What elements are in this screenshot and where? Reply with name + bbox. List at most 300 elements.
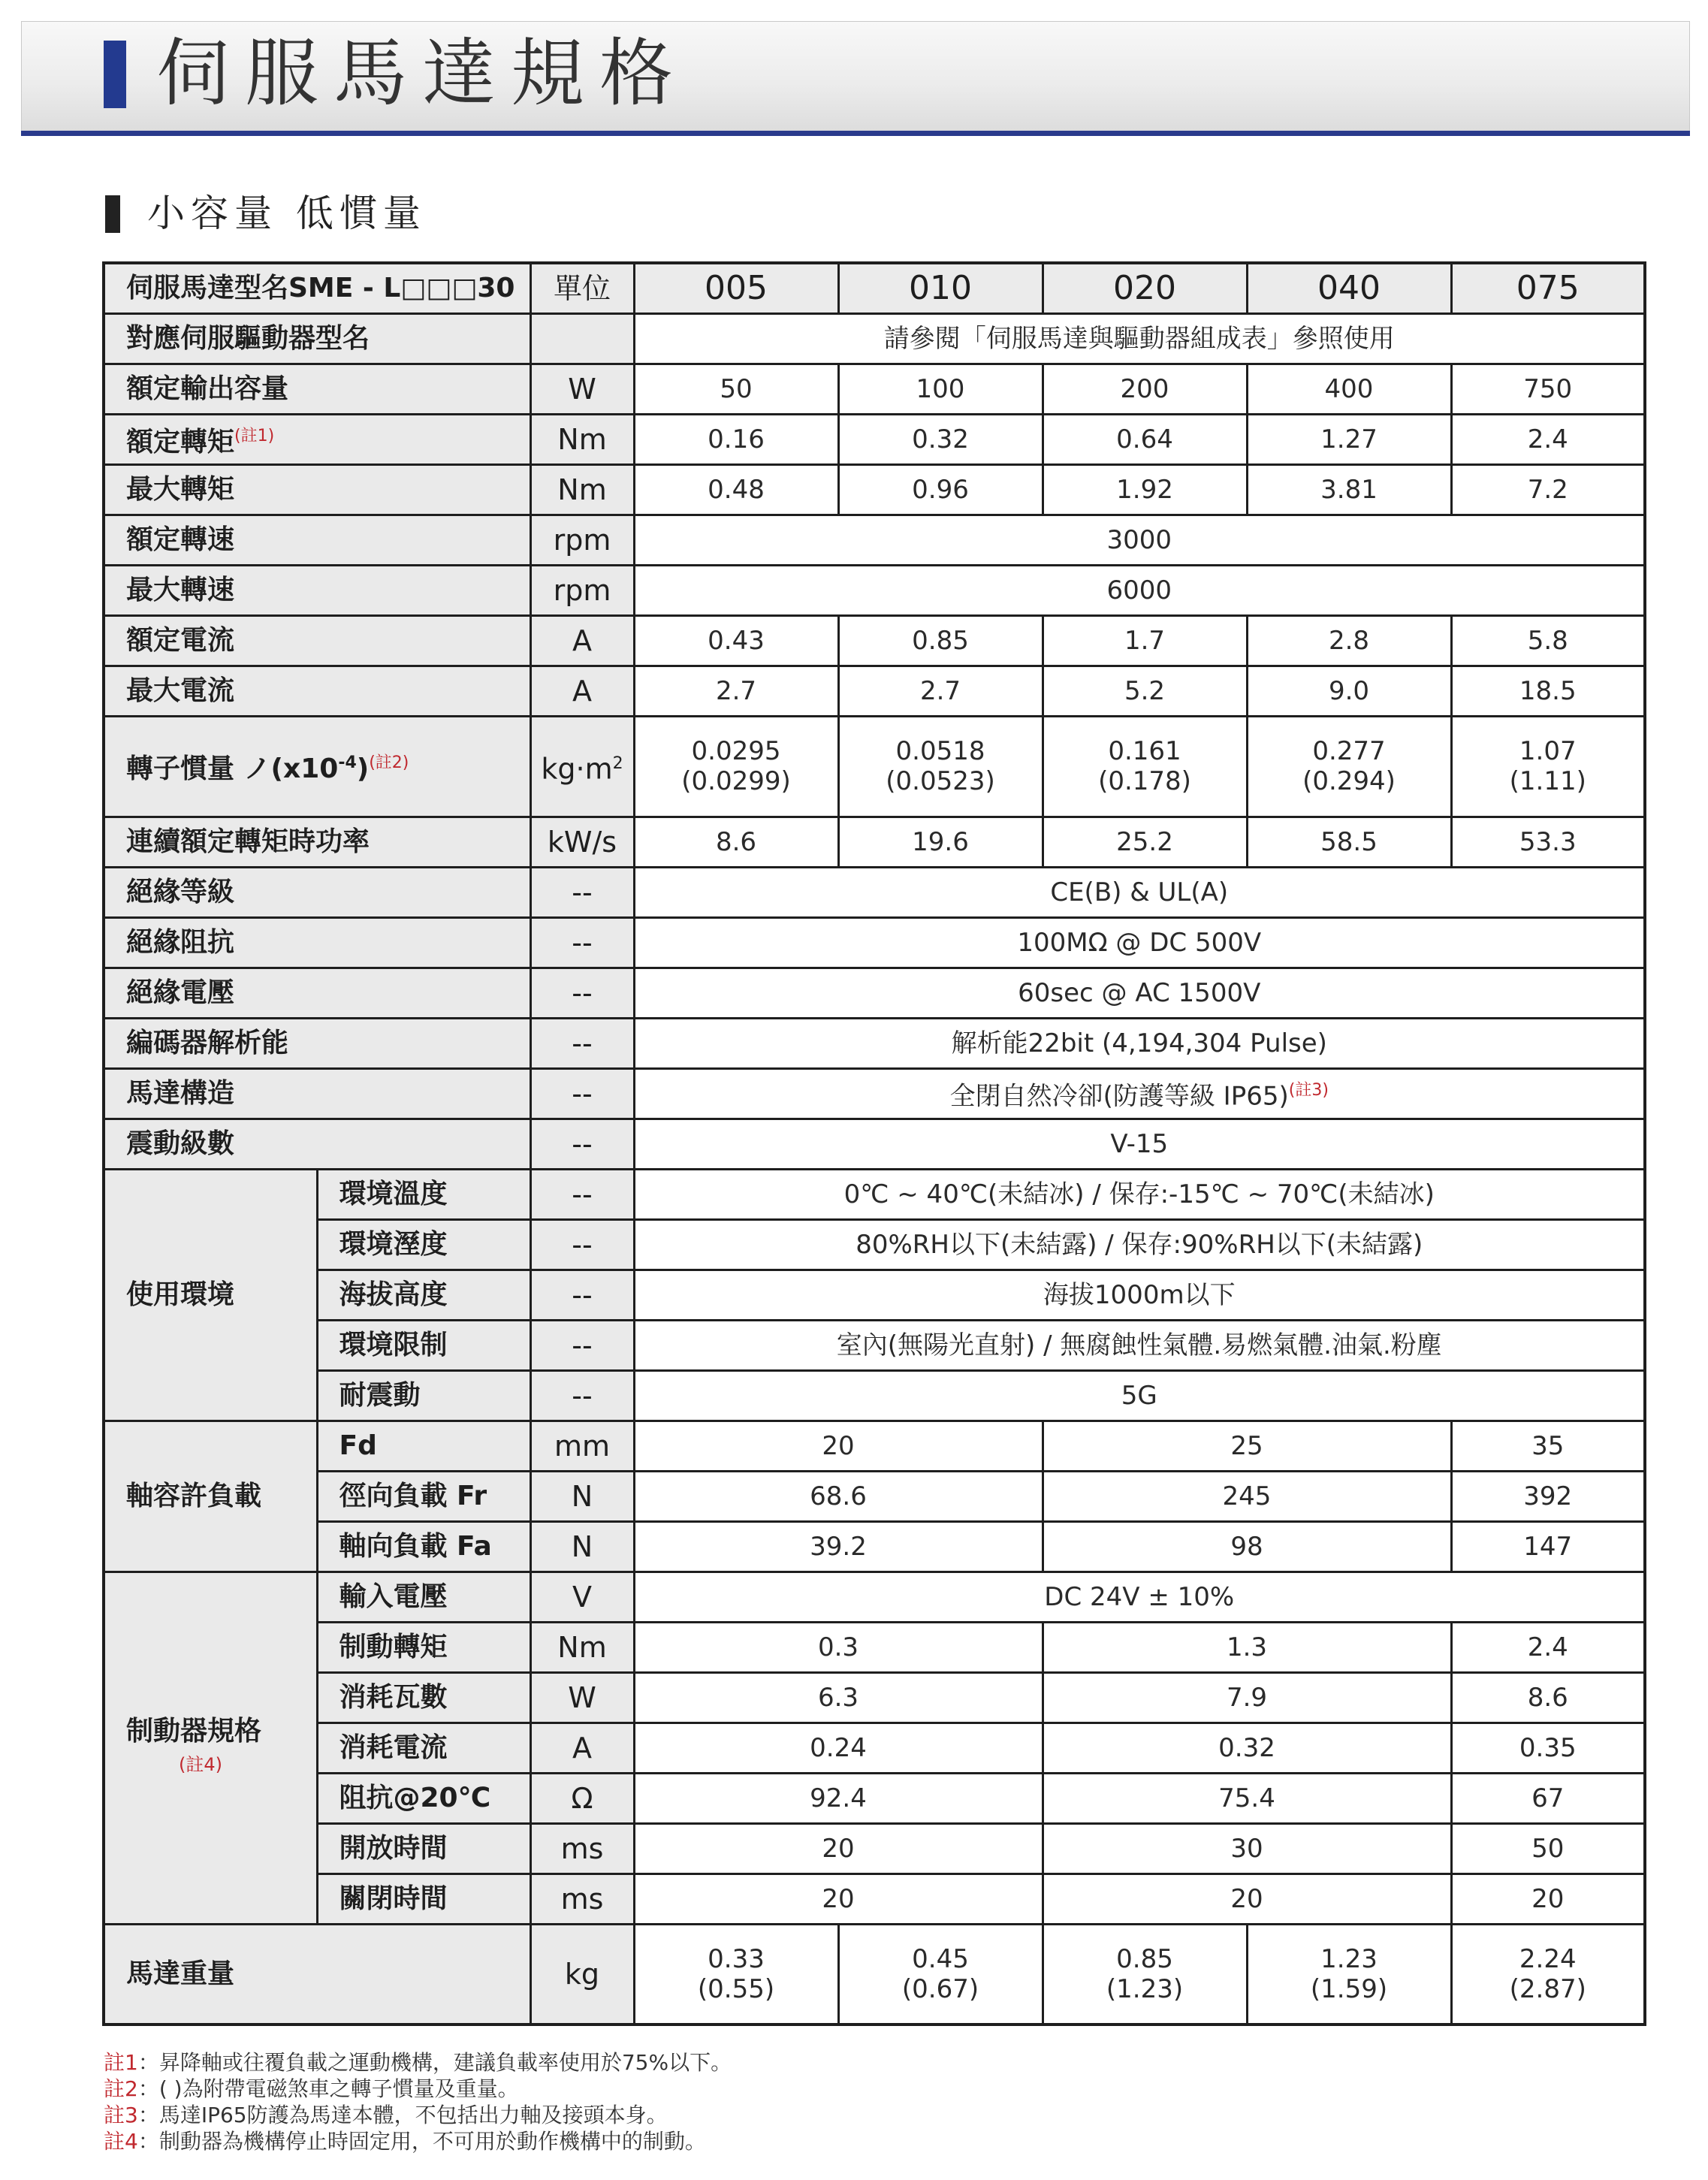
value-cell — [1247, 414, 1451, 464]
unit-cell-text: -- — [572, 1227, 593, 1261]
span-value — [634, 867, 1645, 917]
span-value-text: 全閉自然冷卻(防護等級 IP65) — [949, 1081, 1289, 1112]
row-label — [104, 817, 530, 867]
unit-cell-text: -- — [572, 1278, 593, 1312]
model-header — [1247, 263, 1451, 313]
row-label-text: 阻抗@20℃ — [339, 1782, 491, 1813]
unit-cell — [530, 1068, 634, 1119]
value-cell — [1043, 1622, 1451, 1672]
value-cell — [1043, 1773, 1451, 1823]
value-cell-text: 25 — [1230, 1430, 1263, 1461]
title-accent-bar — [104, 41, 126, 108]
row-label-text: 最大電流 — [126, 675, 235, 706]
unit-cell — [530, 414, 634, 464]
brake-value-text: (0.0523) — [886, 766, 995, 796]
value-cell-text: 9.0 — [1328, 675, 1370, 706]
value-cell — [1043, 716, 1247, 817]
span-value — [634, 515, 1645, 565]
unit-cell-text: -- — [572, 1076, 593, 1110]
table-row — [104, 1874, 1645, 1924]
value-cell — [838, 364, 1043, 414]
row-label-text: 最大轉速 — [126, 574, 235, 605]
span-value-text: 請參閱「伺服馬達與驅動器組成表」參照使用 — [883, 323, 1395, 354]
value-cell-text: 147 — [1523, 1531, 1573, 1562]
row-label — [317, 1370, 530, 1421]
model-header-text: 040 — [1317, 268, 1381, 307]
table-row — [104, 313, 1645, 364]
unit-cell — [530, 1320, 634, 1370]
unit-cell — [530, 666, 634, 716]
footnote-text: ：馬達IP65防護為馬達本體，不包括出力軸及接頭本身。 — [137, 2103, 668, 2127]
unit-cell — [530, 615, 634, 666]
table-row — [104, 968, 1645, 1018]
table-row — [104, 1068, 1645, 1119]
row-label — [104, 968, 530, 1018]
row-label-text: Fd — [339, 1430, 377, 1461]
value-cell-text: 98 — [1230, 1531, 1263, 1562]
value-cell — [634, 1723, 1043, 1773]
unit-cell-text: rpm — [553, 573, 611, 607]
unit-cell — [530, 817, 634, 867]
unit-cell — [530, 716, 634, 817]
value-cell-text: 7.2 — [1527, 474, 1568, 505]
value-cell — [1451, 1874, 1645, 1924]
value-cell — [634, 1471, 1043, 1521]
row-label — [104, 414, 530, 464]
value-cell — [1043, 1672, 1451, 1723]
footnote-mark: 註2 — [104, 2076, 138, 2101]
table-row — [104, 1471, 1645, 1521]
row-label-text: 馬達構造 — [126, 1077, 235, 1109]
model-header — [1451, 263, 1645, 313]
span-value — [634, 565, 1645, 615]
row-label — [317, 1823, 530, 1874]
value-cell-text: 19.6 — [912, 826, 969, 857]
row-label-text: 連續額定轉矩時功率 — [126, 826, 370, 857]
footnote — [104, 2102, 732, 2128]
row-label — [317, 1471, 530, 1521]
unit-cell — [530, 1219, 634, 1270]
row-label — [104, 1018, 530, 1068]
table-row — [104, 867, 1645, 917]
row-label-text: 馬達重量 — [126, 1958, 235, 1989]
footnote-mark: 註4 — [104, 2129, 138, 2154]
value-cell — [634, 1622, 1043, 1672]
unit-cell-text: -- — [572, 976, 593, 1010]
value-cell — [634, 1823, 1043, 1874]
brake-value-text: (0.294) — [1302, 766, 1396, 796]
row-label-text: 制動轉矩 — [339, 1631, 448, 1662]
model-header-text: 075 — [1516, 268, 1580, 307]
value-cell — [1043, 615, 1247, 666]
value-cell — [1043, 1823, 1451, 1874]
value-cell — [1451, 1924, 1645, 2025]
unit-cell-text: A — [572, 674, 592, 708]
table-row — [104, 1119, 1645, 1169]
unit-cell — [530, 1672, 634, 1723]
value-cell — [838, 1924, 1043, 2025]
section-accent-bar — [105, 195, 120, 233]
table-row — [104, 716, 1645, 817]
table-row — [104, 263, 1645, 313]
value-cell — [634, 1521, 1043, 1572]
unit-cell-text: -- — [572, 925, 593, 959]
value-cell — [634, 817, 838, 867]
unit-cell-text: rpm — [553, 523, 611, 557]
row-label — [317, 1320, 530, 1370]
value-cell-text: 50 — [1531, 1833, 1565, 1864]
table-row — [104, 1572, 1645, 1622]
model-header — [1043, 263, 1247, 313]
value-cell-text: 8.6 — [1527, 1682, 1568, 1713]
row-label-text: 絕緣電壓 — [126, 977, 235, 1008]
span-value — [634, 313, 1645, 364]
value-cell-text: 1.7 — [1124, 625, 1166, 656]
footnotes — [104, 2049, 732, 2154]
row-label — [317, 1572, 530, 1622]
unit-cell — [530, 1622, 634, 1672]
brake-value-text: (0.55) — [697, 1973, 775, 2004]
value-cell-text: 92.4 — [810, 1783, 867, 1813]
value-text: 2.24 — [1519, 1943, 1577, 1974]
unit-text: kg·m — [541, 752, 613, 786]
unit-cell — [530, 1874, 634, 1924]
value-cell — [634, 716, 838, 817]
span-value-text: 3000 — [1106, 524, 1172, 555]
value-cell — [1043, 364, 1247, 414]
row-label — [104, 867, 530, 917]
value-cell — [838, 464, 1043, 515]
unit-cell-text: Nm — [557, 422, 607, 456]
unit-header — [530, 263, 634, 313]
footnote-mark: 註3 — [104, 2103, 138, 2127]
unit-cell — [530, 565, 634, 615]
value-text: 0.161 — [1108, 736, 1181, 766]
row-label — [317, 1169, 530, 1219]
unit-cell — [530, 1823, 634, 1874]
span-value-text: 0℃ ~ 40℃(未結冰) / 保存:-15℃ ~ 70℃(未結冰) — [843, 1179, 1435, 1209]
row-label-text: 徑向負載 Fr — [339, 1480, 487, 1511]
value-cell — [634, 1672, 1043, 1723]
value-cell-text: 1.27 — [1320, 424, 1378, 454]
row-label-text: 消耗瓦數 — [339, 1681, 448, 1713]
unit-cell-text: Nm — [557, 1630, 607, 1664]
table-row — [104, 1924, 1645, 2025]
value-cell — [1043, 1924, 1247, 2025]
value-cell-text: 2.7 — [715, 675, 757, 706]
value-cell-text: 392 — [1523, 1481, 1573, 1511]
row-label — [104, 1119, 530, 1169]
span-value — [634, 1119, 1645, 1169]
unit-cell-text: A — [572, 624, 592, 657]
group-label — [104, 1572, 317, 1924]
unit-cell — [530, 1471, 634, 1521]
value-text: 1.07 — [1519, 736, 1577, 766]
value-cell-text: 0.16 — [708, 424, 765, 454]
span-value — [634, 1169, 1645, 1219]
note-mark: (註4) — [179, 1753, 222, 1775]
unit-cell-text: mm — [554, 1429, 611, 1463]
value-cell — [1247, 666, 1451, 716]
unit-cell — [530, 364, 634, 414]
value-cell — [838, 817, 1043, 867]
value-cell-text: 1.92 — [1116, 474, 1173, 505]
model-header-text: 005 — [705, 268, 768, 307]
unit-cell-text: -- — [572, 1328, 593, 1362]
value-cell — [1451, 1471, 1645, 1521]
value-cell-text: 0.35 — [1519, 1732, 1577, 1763]
table-row — [104, 615, 1645, 666]
value-cell — [1451, 1773, 1645, 1823]
unit-cell — [530, 1370, 634, 1421]
row-label — [317, 1521, 530, 1572]
row-label — [317, 1672, 530, 1723]
unit-cell-text: N — [571, 1479, 593, 1513]
span-value-text: 100MΩ @ DC 500V — [1017, 927, 1262, 958]
row-label-text: 轉子慣量 ノ(x10 — [126, 753, 339, 784]
span-value — [634, 1572, 1645, 1622]
row-label-text: 耐震動 — [339, 1379, 421, 1411]
value-cell — [634, 1924, 838, 2025]
unit-cell — [530, 464, 634, 515]
value-cell — [1043, 1471, 1451, 1521]
footnote — [104, 2128, 732, 2154]
value-cell — [838, 414, 1043, 464]
row-label — [317, 1723, 530, 1773]
table-row — [104, 1018, 1645, 1068]
value-cell — [1451, 1672, 1645, 1723]
value-cell — [1451, 817, 1645, 867]
span-value — [634, 1219, 1645, 1270]
row-label-text: 額定轉矩 — [126, 426, 235, 457]
model-header-text: 020 — [1113, 268, 1176, 307]
value-cell — [1247, 464, 1451, 515]
value-cell — [634, 464, 838, 515]
footnote-mark: 註1 — [104, 2050, 138, 2075]
unit-cell — [530, 1119, 634, 1169]
value-cell — [838, 615, 1043, 666]
value-text: 0.33 — [708, 1943, 765, 1974]
value-cell — [838, 666, 1043, 716]
value-cell — [1451, 364, 1645, 414]
footnote — [104, 2076, 732, 2102]
row-label-text: 環境溫度 — [339, 1178, 448, 1209]
brake-value-text: (1.11) — [1509, 766, 1586, 796]
span-value-text: 6000 — [1106, 575, 1172, 605]
value-cell-text: 58.5 — [1320, 826, 1378, 857]
value-cell-text: 0.3 — [817, 1632, 859, 1662]
footnote-text: ：( )為附帶電磁煞車之轉子慣量及重量。 — [137, 2076, 519, 2101]
value-cell-text: 0.48 — [708, 474, 765, 505]
unit-cell-text: W — [568, 1680, 596, 1714]
value-cell — [634, 364, 838, 414]
span-value — [634, 1370, 1645, 1421]
value-cell — [1043, 1874, 1451, 1924]
value-text: 0.0518 — [895, 736, 985, 766]
row-label — [104, 464, 530, 515]
group-label — [104, 1421, 317, 1572]
table-row — [104, 1622, 1645, 1672]
table-row — [104, 565, 1645, 615]
unit-cell — [530, 515, 634, 565]
exponent: -4 — [338, 753, 357, 772]
value-cell-text: 7.9 — [1226, 1682, 1268, 1713]
value-cell — [1043, 414, 1247, 464]
header-rule — [21, 131, 1690, 136]
unit-cell — [530, 1169, 634, 1219]
row-label-text: 額定轉速 — [126, 524, 235, 555]
footnote — [104, 2049, 732, 2076]
value-cell — [1451, 1723, 1645, 1773]
span-value-text: DC 24V ± 10% — [1044, 1581, 1235, 1612]
value-cell — [1043, 1723, 1451, 1773]
value-cell-text: 750 — [1523, 373, 1573, 404]
value-cell — [1451, 1521, 1645, 1572]
value-cell-text: 0.96 — [912, 474, 969, 505]
row-label — [317, 1874, 530, 1924]
row-label — [317, 1421, 530, 1471]
row-label-text: 開放時間 — [339, 1832, 448, 1864]
unit-cell-text: kW/s — [547, 825, 617, 859]
row-label-text: 消耗電流 — [339, 1732, 448, 1763]
spec-table — [102, 261, 1646, 2026]
value-cell — [1247, 817, 1451, 867]
footnote-text: ：制動器為機構停止時固定用，不可用於動作機構中的制動。 — [137, 2129, 706, 2154]
value-cell — [634, 1874, 1043, 1924]
value-cell — [1451, 464, 1645, 515]
value-cell — [1247, 1924, 1451, 2025]
unit-cell-text: N — [571, 1529, 593, 1563]
value-cell — [1451, 666, 1645, 716]
table-row — [104, 917, 1645, 968]
unit-cell-text: ms — [560, 1882, 604, 1916]
table-row — [104, 817, 1645, 867]
row-label — [104, 1924, 530, 2025]
row-label-text: 額定輸出容量 — [126, 373, 289, 404]
value-cell — [1043, 817, 1247, 867]
row-label — [104, 917, 530, 968]
span-value-text: 海拔1000m以下 — [1043, 1279, 1236, 1310]
table-row — [104, 1823, 1645, 1874]
value-cell-text: 35 — [1531, 1430, 1565, 1461]
value-cell-text: 5.2 — [1124, 675, 1166, 706]
unit-cell — [530, 313, 634, 364]
value-cell-text: 400 — [1324, 373, 1374, 404]
row-label-text: 關閉時間 — [339, 1883, 448, 1914]
unit-cell — [530, 1924, 634, 2025]
table-row — [104, 1421, 1645, 1471]
row-label-text: 最大轉矩 — [126, 473, 235, 505]
brake-value-text: (0.178) — [1098, 766, 1191, 796]
value-cell — [1451, 1622, 1645, 1672]
value-cell-text: 50 — [720, 373, 753, 404]
table-row — [104, 515, 1645, 565]
brake-value-text: (1.59) — [1310, 1973, 1388, 2004]
row-label-text: 環境限制 — [339, 1329, 448, 1360]
value-cell — [1043, 1521, 1451, 1572]
unit-cell-text: -- — [572, 875, 593, 909]
value-cell — [1451, 414, 1645, 464]
unit-cell — [530, 1521, 634, 1572]
unit-cell — [530, 1723, 634, 1773]
value-cell — [634, 615, 838, 666]
value-cell — [634, 666, 838, 716]
unit-cell — [530, 1018, 634, 1068]
unit-cell-text: -- — [572, 1026, 593, 1060]
row-label — [104, 313, 530, 364]
value-cell-text: 0.64 — [1116, 424, 1173, 454]
table-row — [104, 1370, 1645, 1421]
model-header-text: 010 — [909, 268, 972, 307]
value-cell-text: 20 — [822, 1430, 855, 1461]
span-value-text: 80%RH以下(未結露) / 保存:90%RH以下(未結露) — [856, 1229, 1423, 1260]
row-label — [317, 1270, 530, 1320]
value-cell-text: 100 — [916, 373, 965, 404]
row-label — [104, 364, 530, 414]
row-label-text: ) — [356, 753, 370, 784]
model-prefix-header — [104, 263, 530, 313]
section-title: 小容量 低慣量 — [147, 192, 427, 235]
row-label — [104, 666, 530, 716]
exponent: 2 — [612, 753, 623, 773]
value-cell-text: 0.32 — [912, 424, 969, 454]
value-cell — [634, 1421, 1043, 1471]
value-cell — [1043, 1421, 1451, 1471]
unit-cell — [530, 1421, 634, 1471]
value-cell — [634, 414, 838, 464]
unit-cell-text: Ω — [571, 1781, 593, 1815]
value-cell-text: 2.4 — [1527, 1632, 1568, 1662]
unit-cell — [530, 1572, 634, 1622]
unit-cell — [530, 867, 634, 917]
span-value-text: 室內(無陽光直射) / 無腐蝕性氣體.易燃氣體.油氣.粉塵 — [836, 1330, 1442, 1360]
note-mark: (註1) — [234, 426, 275, 445]
span-value — [634, 968, 1645, 1018]
row-label-text: 輸入電壓 — [339, 1581, 448, 1612]
value-cell-text: 2.4 — [1527, 424, 1568, 454]
page-title: 伺服馬達規格 — [156, 31, 689, 116]
unit-cell-text: -- — [572, 1378, 593, 1412]
row-label — [104, 515, 530, 565]
note-mark: (註3) — [1288, 1080, 1329, 1100]
value-cell-text: 0.85 — [912, 625, 969, 656]
value-cell-text: 18.5 — [1519, 675, 1577, 706]
row-label-text: 環境溼度 — [339, 1228, 448, 1260]
unit-header-text: 單位 — [553, 271, 611, 305]
value-cell — [1451, 615, 1645, 666]
value-cell — [634, 1773, 1043, 1823]
value-cell — [1043, 464, 1247, 515]
value-text: 0.85 — [1116, 1943, 1173, 1974]
row-label-text: 軸向負載 Fa — [339, 1530, 492, 1562]
brake-value-text: (2.87) — [1509, 1973, 1586, 2004]
value-cell-text: 20 — [1531, 1883, 1565, 1914]
value-cell-text: 20 — [822, 1833, 855, 1864]
group-label — [104, 1169, 317, 1421]
value-cell-text: 1.3 — [1226, 1632, 1268, 1662]
value-cell-text: 67 — [1531, 1783, 1565, 1813]
unit-cell-text: Nm — [557, 473, 607, 506]
value-text: 0.277 — [1312, 736, 1386, 766]
value-cell-text: 75.4 — [1218, 1783, 1275, 1813]
row-label — [104, 1068, 530, 1119]
table-row — [104, 1723, 1645, 1773]
row-label-text: 絕緣等級 — [126, 876, 235, 907]
value-cell — [838, 716, 1043, 817]
unit-cell-text: A — [572, 1731, 592, 1765]
value-cell — [1043, 666, 1247, 716]
value-cell-text: 200 — [1120, 373, 1169, 404]
